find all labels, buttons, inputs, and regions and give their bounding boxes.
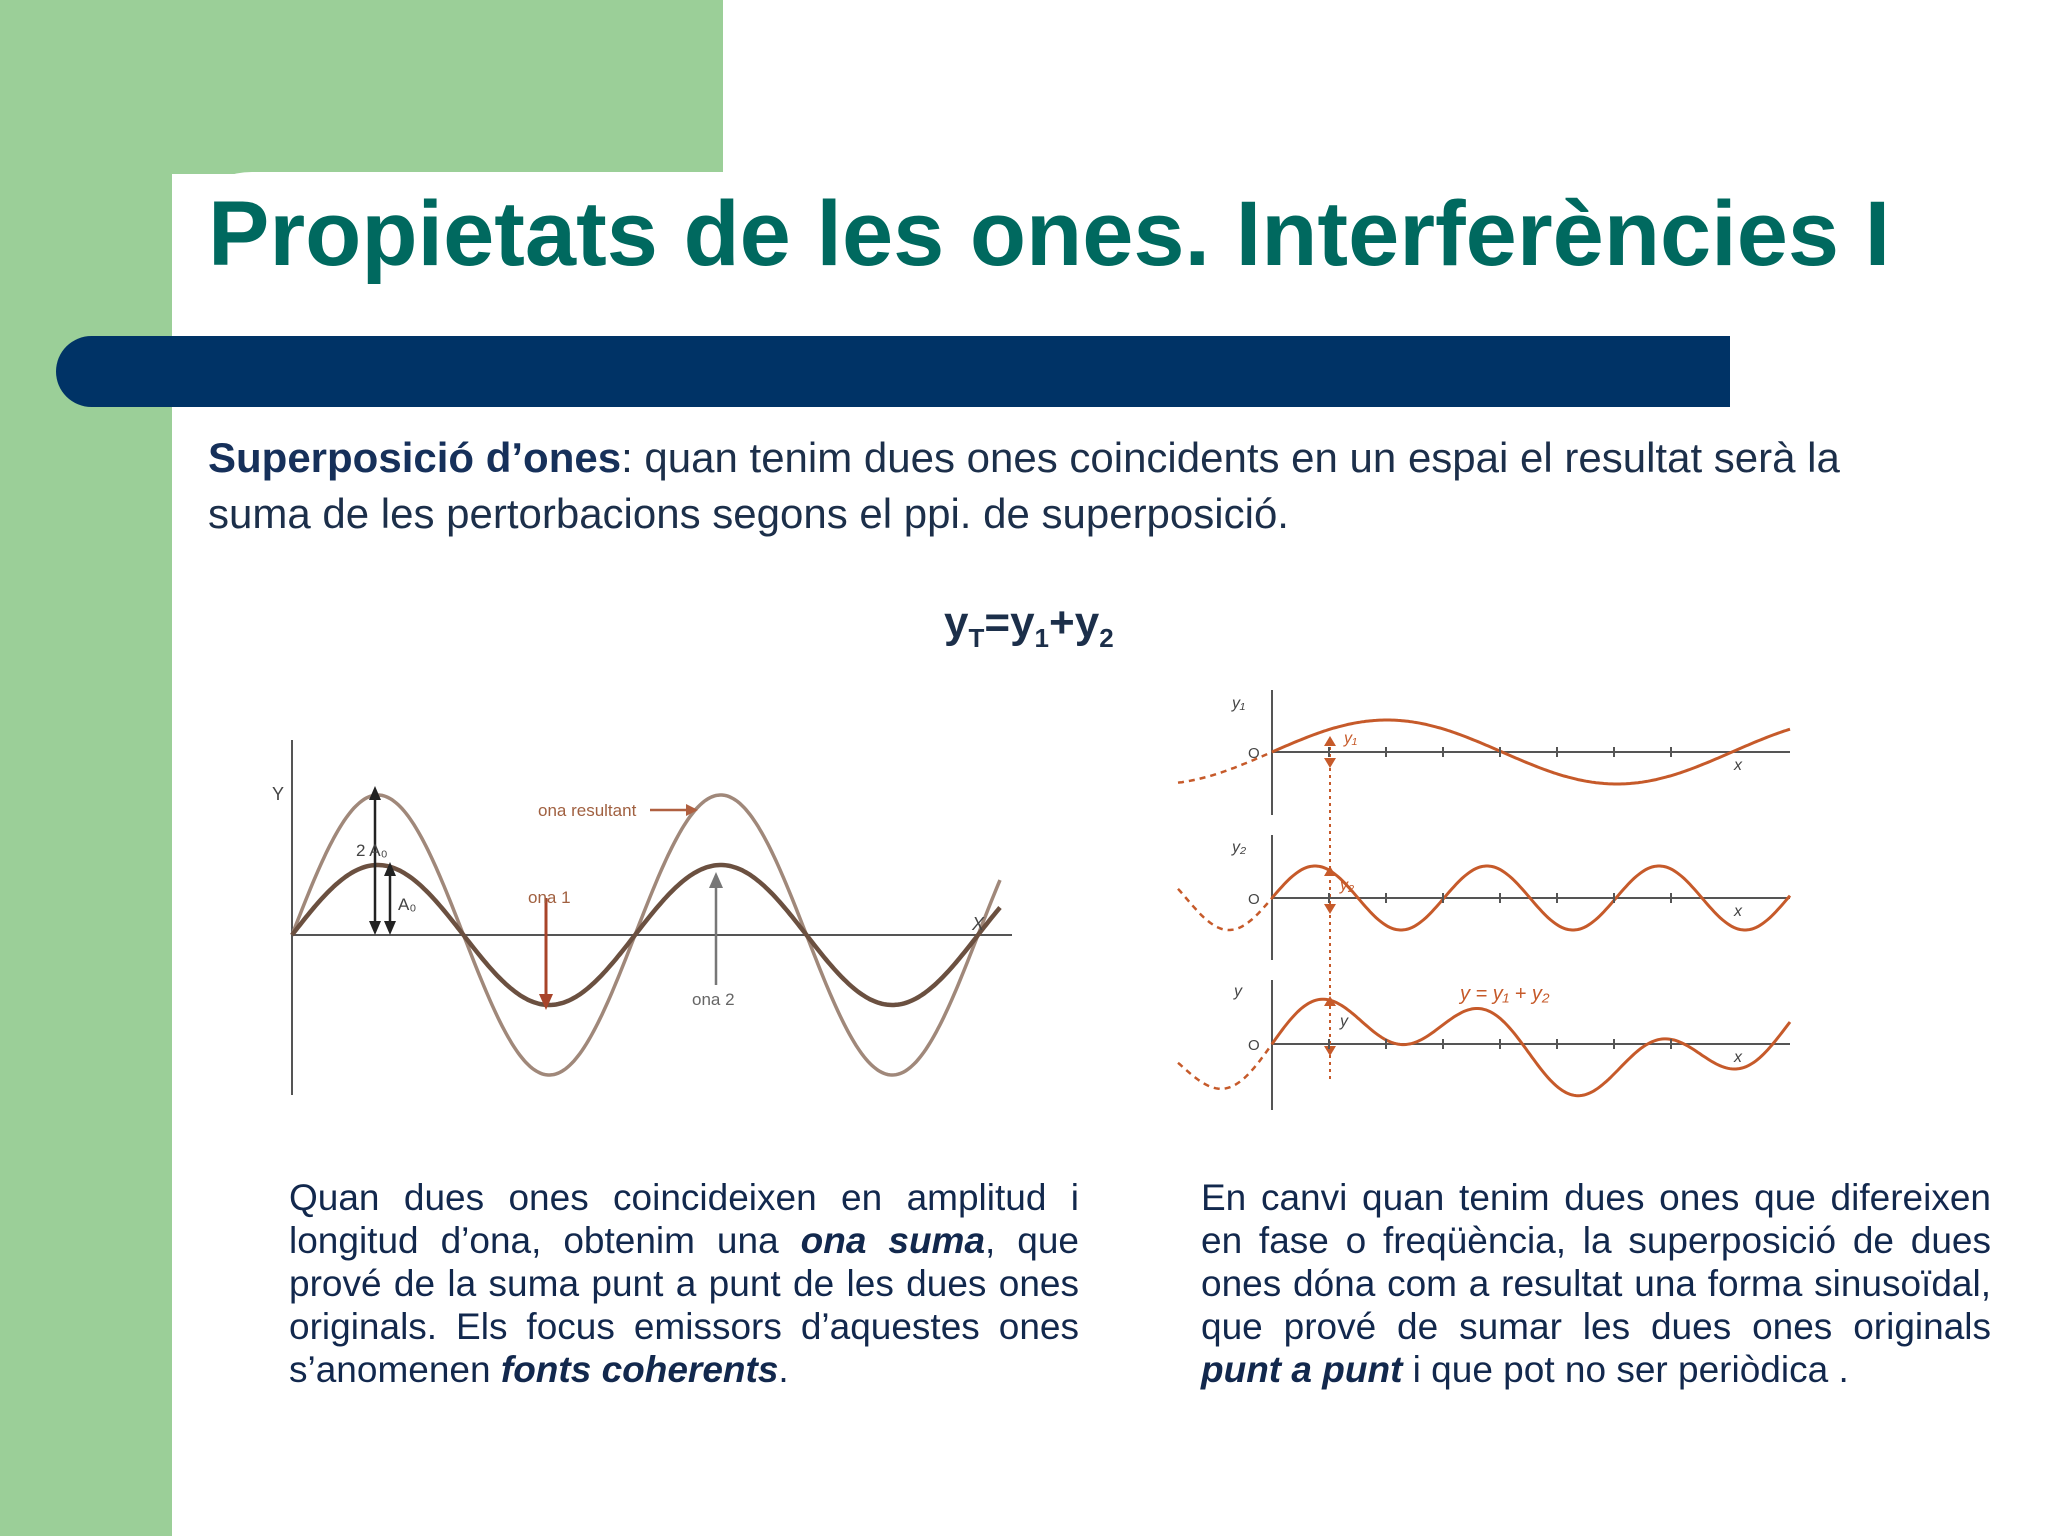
slide-title: Propietats de les ones. Interferències I [208, 183, 1891, 285]
intro-paragraph [208, 430, 1908, 542]
2a0-label: 2 A₀ [356, 841, 388, 860]
wave-sum-panel [1178, 980, 1790, 1110]
title-bar [56, 336, 1730, 407]
a0-label: A₀ [398, 895, 417, 914]
svg-text:y₂: y₂ [1232, 839, 1247, 856]
superposition-formula: $y_T=y_1+y_2$ [944, 598, 1114, 653]
ona1-label: ona 1 [528, 888, 571, 907]
resultant-label: ona resultant [538, 801, 637, 820]
intro-text: : quan tenim dues ones coincidents en un espai el resultat serà la suma de les pertorbacions segons el ppi. de superposició. [208, 434, 1840, 537]
svg-text:O: O [1248, 891, 1260, 908]
svg-text:y: y [1234, 983, 1242, 1000]
svg-text:O: O [1248, 1037, 1260, 1054]
x-axis-label: X [972, 914, 985, 934]
svg-text:y₂: y₂ [1340, 877, 1355, 894]
phase-difference-figure [1170, 680, 1810, 1120]
intro-term: Superposició d’ones [208, 434, 622, 481]
svg-text:x: x [1734, 903, 1742, 920]
ona2-label: ona 2 [692, 990, 735, 1009]
phase-paragraph: En canvi quan tenim dues ones que difereixen en fase o freqüència, la superposició de dues ones dóna com a resultat una forma sinusoïdal, que prové de sumar les dues ones originals punt a punt i que pot no ser periòdica . [1201, 1177, 1991, 1390]
wave-y2-panel [1178, 835, 1790, 960]
svg-text:x: x [1734, 757, 1742, 774]
constructive-paragraph: Quan dues ones coincideixen en amplitud i longitud d’ona, obtenim una ona suma, que prové de la suma punt a punt de les dues ones originals. Els focus emissors d’aquestes ones s’anomenen fonts coherents. [289, 1177, 1080, 1390]
constructive-interference-figure [260, 730, 1020, 1110]
svg-text:y₁: y₁ [1232, 695, 1246, 712]
wave-y1-panel [1178, 690, 1790, 815]
svg-text:y = y₁ + y₂: y = y₁ + y₂ [1460, 983, 1550, 1005]
green-side-strip [0, 0, 172, 1536]
svg-text:y₁: y₁ [1344, 730, 1358, 747]
y-axis-label: Y [272, 784, 285, 804]
svg-text:y: y [1340, 1013, 1348, 1030]
svg-text:O: O [1248, 745, 1260, 762]
svg-text:x: x [1734, 1049, 1742, 1066]
